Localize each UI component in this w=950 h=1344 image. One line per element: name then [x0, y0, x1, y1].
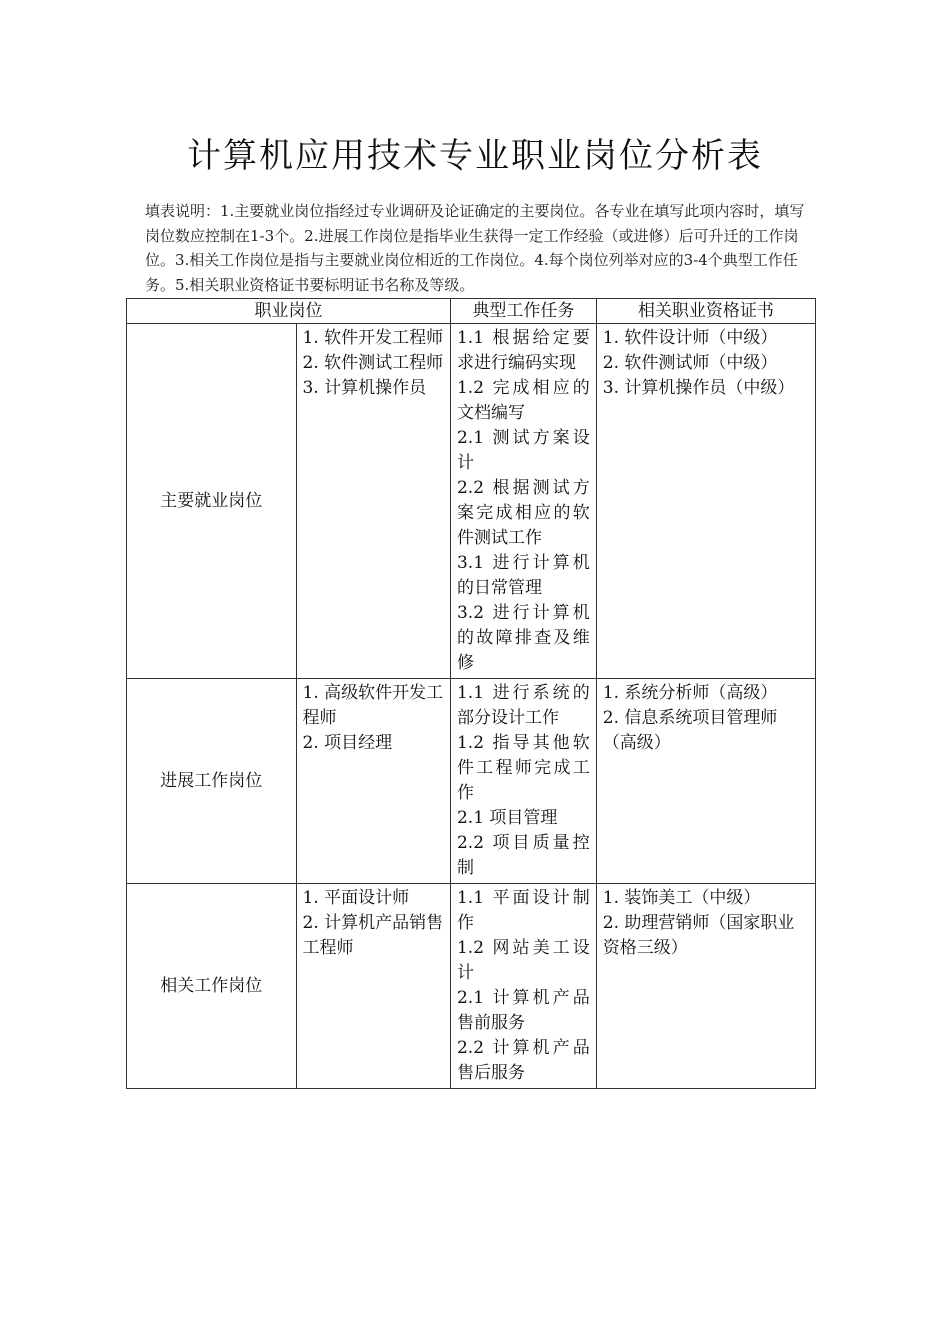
- tasks-cell: [450, 324, 596, 679]
- task-item: 2.1 测试方案设计: [456, 428, 590, 473]
- certificate-item: 1. 装饰美工（中级）: [602, 888, 761, 908]
- document-title: 计算机应用技术专业职业岗位分析表: [187, 136, 763, 176]
- task-item: 3.2 进行计算机的故障排查及维修: [456, 603, 590, 673]
- row-category: 主要就业岗位: [127, 324, 297, 679]
- position-item: 1. 平面设计师: [302, 888, 410, 908]
- row-category: 进展工作岗位: [127, 679, 297, 884]
- header-certificates: 相关职业资格证书: [596, 299, 815, 324]
- certificate-item: 2. 助理营销师（国家职业资格三级）: [602, 913, 795, 958]
- positions-cell: [296, 324, 450, 679]
- position-item: 1. 软件开发工程师: [302, 328, 444, 348]
- task-item: 2.1 计算机产品售前服务: [456, 988, 590, 1033]
- row-category: 相关工作岗位: [127, 884, 297, 1089]
- certificates-cell: [596, 324, 815, 679]
- task-item: 2.2 根据测试方案完成相应的软件测试工作: [456, 478, 590, 548]
- certificate-item: 3. 计算机操作员（中级）: [602, 378, 795, 398]
- position-item: 2. 项目经理: [302, 733, 393, 753]
- positions-cell: [296, 679, 450, 884]
- table-row-related: [127, 884, 816, 1089]
- task-item: 1.1 根据给定要求进行编码实现: [456, 328, 590, 373]
- certificates-cell: [596, 884, 815, 1089]
- task-item: 1.2 网站美工设计: [456, 938, 590, 983]
- task-item: 1.2 完成相应的文档编写: [456, 378, 590, 423]
- task-item: 1.2 指导其他软件工程师完成工作: [456, 733, 590, 803]
- header-positions: 职业岗位: [127, 299, 451, 324]
- tasks-cell: [450, 884, 596, 1089]
- instructions-note: 填表说明：1.主要就业岗位指经过专业调研及论证确定的主要岗位。各专业在填写此项内容时，填写岗位数应控制在1-3个。2.进展工作岗位是指毕业生获得一定工作经验（或进修）后可升迁的工作岗位。3.相关工作岗位是指与主要就业岗位相近的工作岗位。4.每个岗位列举对应的3-4个典型工作任务。5.相关职业资格证书要标明证书名称及等级。: [145, 202, 805, 294]
- table-row-advancement: [127, 679, 816, 884]
- task-item: 1.1 进行系统的部分设计工作: [456, 683, 590, 728]
- certificates-cell: [596, 679, 815, 884]
- position-item: 2. 计算机产品销售工程师: [302, 913, 444, 958]
- certificate-item: 2. 软件测试师（中级）: [602, 353, 778, 373]
- task-item: 2.2 计算机产品售后服务: [456, 1038, 590, 1083]
- certificate-item: 1. 系统分析师（高级）: [602, 683, 778, 703]
- certificate-item: 1. 软件设计师（中级）: [602, 328, 778, 348]
- tasks-cell: [450, 679, 596, 884]
- header-tasks: 典型工作任务: [450, 299, 596, 324]
- position-item: 1. 高级软件开发工程师: [302, 683, 444, 728]
- position-analysis-table: [126, 298, 816, 1089]
- task-item: 2.2 项目质量控制: [456, 833, 590, 878]
- task-item: 2.1 项目管理: [456, 808, 558, 828]
- task-item: 1.1 平面设计制作: [456, 888, 590, 933]
- table-row-main: [127, 324, 816, 679]
- position-item: 3. 计算机操作员: [302, 378, 427, 398]
- task-item: 3.1 进行计算机的日常管理: [456, 553, 590, 598]
- certificate-item: 2. 信息系统项目管理师（高级）: [602, 708, 778, 753]
- positions-cell: [296, 884, 450, 1089]
- table-header-row: [127, 299, 816, 324]
- position-item: 2. 软件测试工程师: [302, 353, 444, 373]
